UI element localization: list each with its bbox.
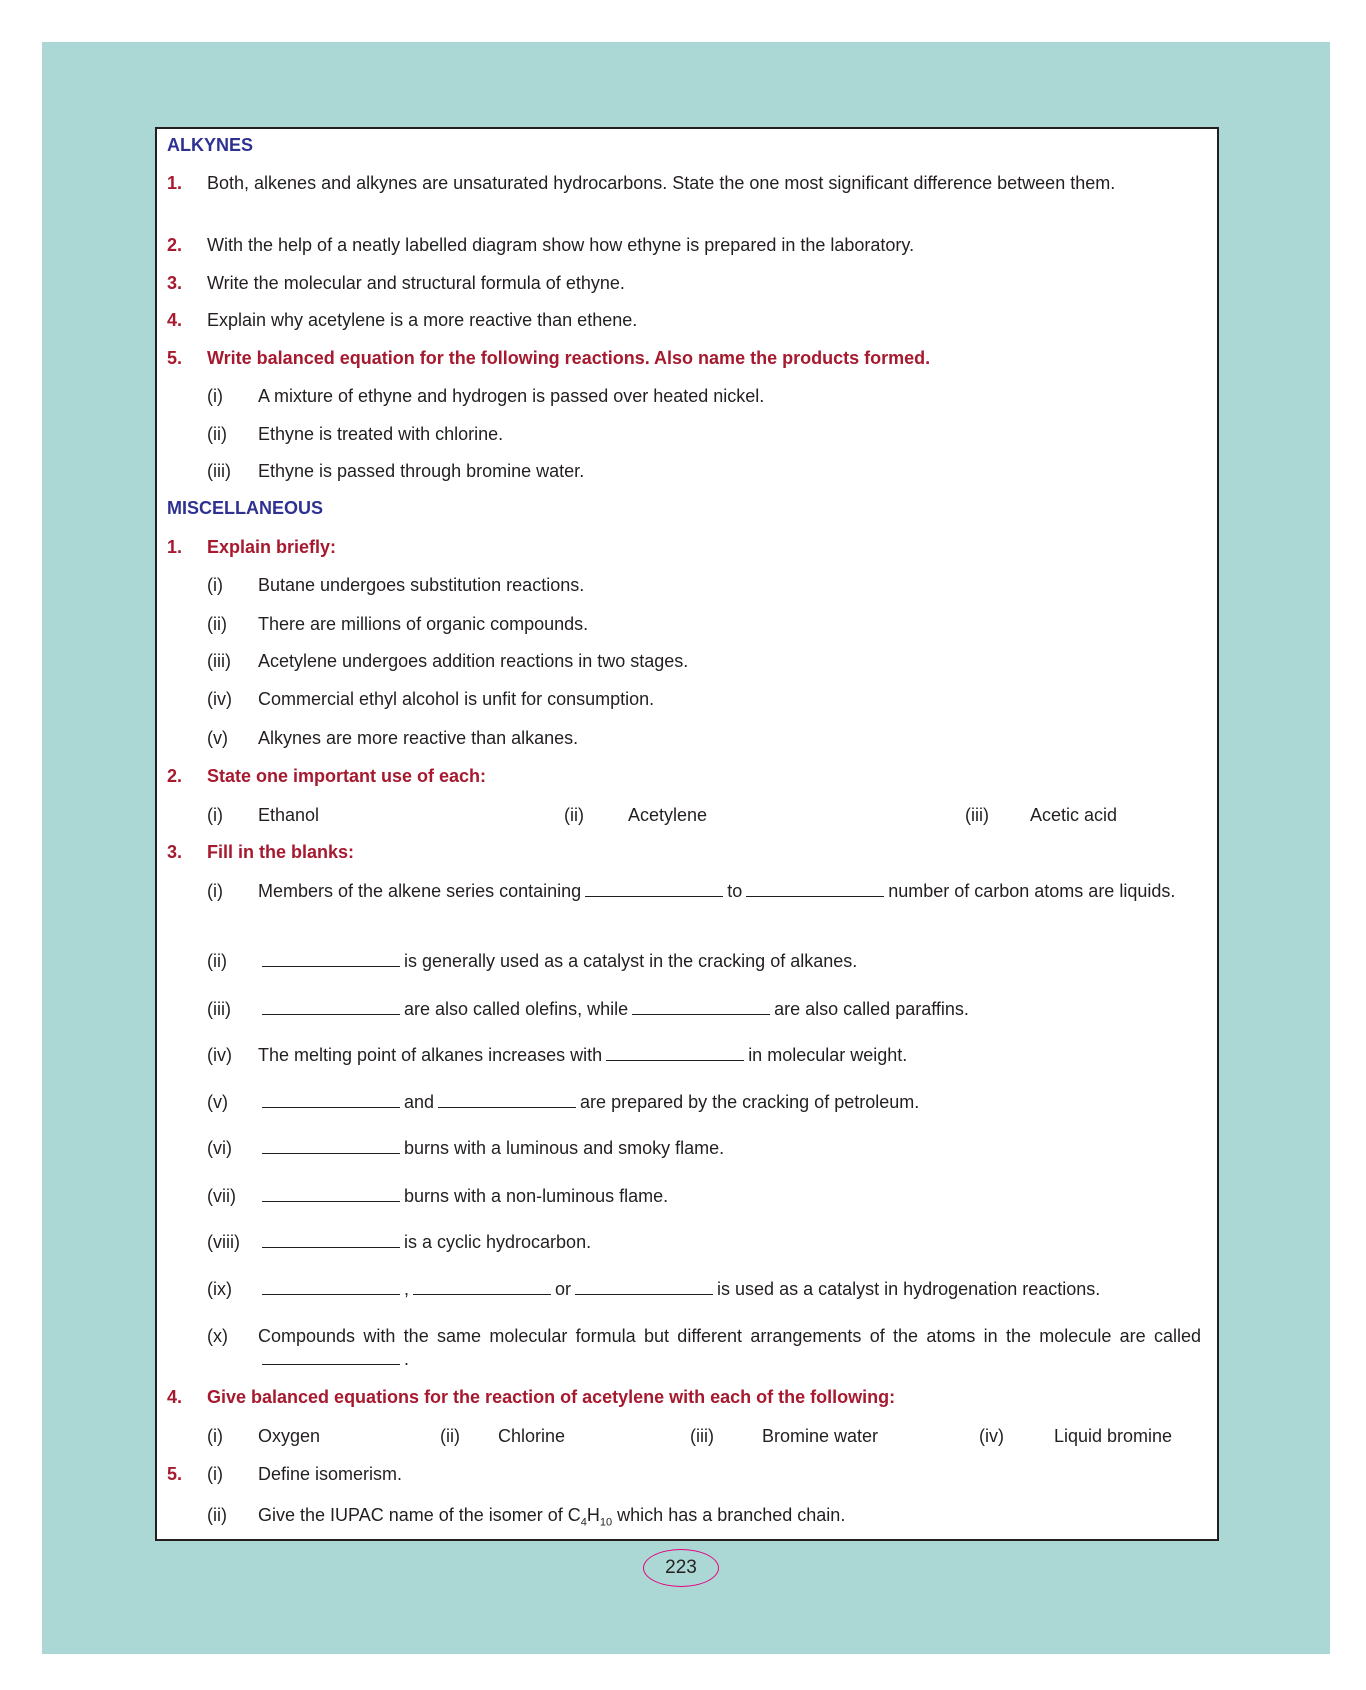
question-text: With the help of a neatly labelled diagram show how ethyne is prepared in the laboratory. xyxy=(207,235,915,255)
sub-label: (iii) xyxy=(207,651,231,671)
option-text: Bromine water xyxy=(762,1426,879,1446)
sentence-part: Compounds with the same molecular formula but different arrangements of the atoms in the molecule are called xyxy=(258,1326,1201,1346)
sentence-part: are prepared by the cracking of petroleum. xyxy=(580,1092,920,1112)
text-before: Give the IUPAC name of the isomer of C xyxy=(258,1505,581,1525)
sub-label: (vii) xyxy=(207,1186,236,1206)
sentence-part: are also called olefins, while xyxy=(404,999,629,1019)
question-number: 2. xyxy=(167,235,183,255)
fill-blank-sentence xyxy=(258,1185,1201,1208)
sub-label: (i) xyxy=(207,575,223,595)
sub-label: (ii) xyxy=(207,951,227,971)
option-label: (iii) xyxy=(965,805,989,825)
sentence-part: . xyxy=(404,1349,410,1369)
option-label: (ii) xyxy=(564,805,584,825)
blank-line[interactable] xyxy=(262,1187,400,1202)
sentence-part: burns with a non-luminous flame. xyxy=(404,1186,669,1206)
sub-label: (ix) xyxy=(207,1279,232,1299)
option-text: Chlorine xyxy=(498,1426,566,1446)
question-number: 4. xyxy=(167,310,183,330)
sentence-part: are also called paraffins. xyxy=(774,999,969,1019)
sub-label: (v) xyxy=(207,1092,228,1112)
sub-label: (iii) xyxy=(207,999,231,1019)
sentence-part: , xyxy=(404,1279,410,1299)
sentence-part: is generally used as a catalyst in the cracking of alkanes. xyxy=(404,951,858,971)
sub-label: (iv) xyxy=(207,689,232,709)
fill-blank-sentence xyxy=(258,880,1201,903)
blank-line[interactable] xyxy=(262,1280,400,1295)
option-label: (ii) xyxy=(440,1426,460,1446)
sentence-part: or xyxy=(555,1279,572,1299)
sub-label: (v) xyxy=(207,728,228,748)
sub-text: Define isomerism. xyxy=(258,1464,403,1484)
sentence-part: is a cyclic hydrocarbon. xyxy=(404,1232,592,1252)
blank-line[interactable] xyxy=(438,1093,576,1108)
blank-line[interactable] xyxy=(606,1046,744,1061)
sub-label: (ii) xyxy=(207,424,227,444)
question-number: 2. xyxy=(167,766,183,786)
sub-text xyxy=(258,1504,1201,1535)
sub-label: (vi) xyxy=(207,1138,232,1158)
fill-blank-sentence xyxy=(258,1137,1201,1160)
sub-label: (i) xyxy=(207,1464,223,1484)
question-text: State one important use of each: xyxy=(207,766,487,786)
fill-blank-sentence xyxy=(258,950,1201,973)
text-mid: H xyxy=(586,1505,600,1525)
fill-blank-sentence xyxy=(258,1044,1201,1067)
subscript: 10 xyxy=(599,1516,613,1529)
question-number: 3. xyxy=(167,842,183,862)
blank-line[interactable] xyxy=(262,952,400,967)
question-text: Explain briefly: xyxy=(207,537,337,557)
question-number: 5. xyxy=(167,348,183,368)
sub-text: Alkynes are more reactive than alkanes. xyxy=(258,728,579,748)
blank-line[interactable] xyxy=(413,1280,551,1295)
question-number: 4. xyxy=(167,1387,183,1407)
question-text: Give balanced equations for the reaction of acetylene with each of the following: xyxy=(207,1387,896,1407)
question-number: 3. xyxy=(167,273,183,293)
section-heading-alkynes: ALKYNES xyxy=(167,135,254,155)
blank-line[interactable] xyxy=(262,1139,400,1154)
sub-label: (i) xyxy=(207,881,223,901)
question-text: Both, alkenes and alkynes are unsaturated hydrocarbons. State the one most significant difference between them. xyxy=(207,173,1116,193)
sub-label: (iv) xyxy=(207,1045,232,1065)
sub-text: Ethyne is treated with chlorine. xyxy=(258,424,504,444)
fill-blank-sentence xyxy=(258,1231,1201,1254)
sub-label: (i) xyxy=(207,386,223,406)
sub-text: There are millions of organic compounds. xyxy=(258,614,589,634)
sub-text: Acetylene undergoes addition reactions in two stages. xyxy=(258,651,689,671)
question-text: Fill in the blanks: xyxy=(207,842,355,862)
sentence-part: to xyxy=(727,881,743,901)
page-number: 223 xyxy=(643,1549,719,1587)
sub-text: Commercial ethyl alcohol is unfit for consumption. xyxy=(258,689,655,709)
option-text: Acetylene xyxy=(628,805,708,825)
sentence-part: in molecular weight. xyxy=(748,1045,908,1065)
option-label: (i) xyxy=(207,1426,223,1446)
sentence-part: is used as a catalyst in hydrogenation reactions. xyxy=(717,1279,1101,1299)
option-text: Oxygen xyxy=(258,1426,321,1446)
fill-blank-sentence xyxy=(258,1091,1201,1114)
sentence-part: Members of the alkene series containing xyxy=(258,881,582,901)
option-text: Ethanol xyxy=(258,805,320,825)
sentence-part: The melting point of alkanes increases with xyxy=(258,1045,603,1065)
sub-label: (ii) xyxy=(207,1505,227,1525)
option-text: Acetic acid xyxy=(1030,805,1118,825)
blank-line[interactable] xyxy=(262,1093,400,1108)
blank-line[interactable] xyxy=(262,1350,400,1365)
option-label: (iii) xyxy=(690,1426,714,1446)
question-number: 1. xyxy=(167,173,183,193)
question-text: Write the molecular and structural formula of ethyne. xyxy=(207,273,625,293)
fill-blank-sentence xyxy=(258,1278,1201,1301)
blank-line[interactable] xyxy=(632,1000,770,1015)
sub-text: Ethyne is passed through bromine water. xyxy=(258,461,585,481)
sub-label: (viii) xyxy=(207,1232,240,1252)
sentence-part: and xyxy=(404,1092,435,1112)
blank-line[interactable] xyxy=(262,1000,400,1015)
sub-label: (iii) xyxy=(207,461,231,481)
option-text: Liquid bromine xyxy=(1054,1426,1173,1446)
question-text: Explain why acetylene is a more reactive than ethene. xyxy=(207,310,638,330)
question-number: 5. xyxy=(167,1464,183,1484)
question-number: 1. xyxy=(167,537,183,557)
text-after: which has a branched chain. xyxy=(612,1505,846,1525)
blank-line[interactable] xyxy=(746,882,884,897)
option-label: (i) xyxy=(207,805,223,825)
question-text: Write balanced equation for the following reactions. Also name the products formed. xyxy=(207,348,931,368)
fill-blank-sentence xyxy=(258,1325,1201,1371)
blank-line[interactable] xyxy=(262,1233,400,1248)
fill-blank-sentence xyxy=(258,998,1201,1021)
sentence-part: number of carbon atoms are liquids. xyxy=(888,881,1176,901)
section-heading-miscellaneous: MISCELLANEOUS xyxy=(167,498,324,518)
sub-label: (x) xyxy=(207,1326,228,1346)
subscript: 4 xyxy=(580,1516,587,1529)
sub-text: A mixture of ethyne and hydrogen is passed over heated nickel. xyxy=(258,386,765,406)
sub-label: (ii) xyxy=(207,614,227,634)
blank-line[interactable] xyxy=(585,882,723,897)
sub-text: Butane undergoes substitution reactions. xyxy=(258,575,585,595)
option-label: (iv) xyxy=(979,1426,1004,1446)
sentence-part: burns with a luminous and smoky flame. xyxy=(404,1138,725,1158)
blank-line[interactable] xyxy=(575,1280,713,1295)
